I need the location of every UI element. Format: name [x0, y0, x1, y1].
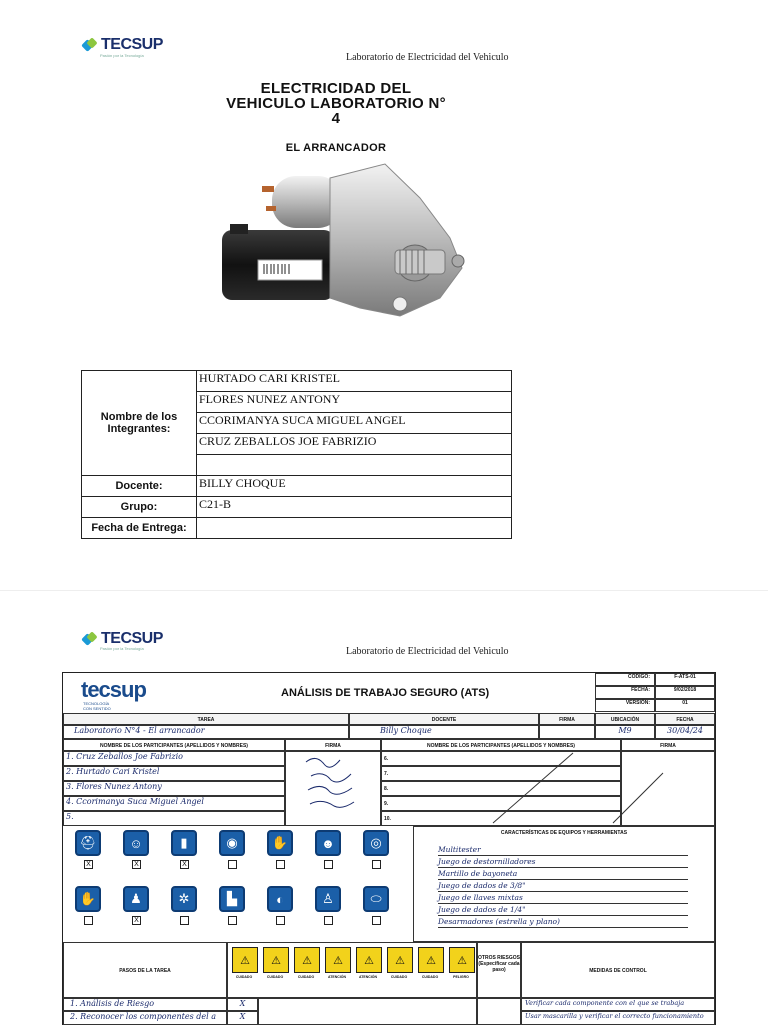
signatures-cell: [285, 751, 381, 826]
control-header: MEDIDAS DE CONTROL: [521, 942, 715, 998]
gloves-icon: ✋: [75, 886, 101, 912]
steps-header: PASOS DE LA TAREA: [63, 942, 227, 998]
warn-label: ATENCIÓN: [358, 975, 378, 979]
meta-value: 9/02/2018: [655, 686, 715, 699]
logo-brand: TECSUP: [101, 630, 163, 647]
firma-header-left: FIRMA: [285, 739, 381, 751]
ppe-checkbox[interactable]: X: [132, 916, 141, 925]
others-header: OTROS RIESGOS (Especificar cada paso): [477, 942, 521, 998]
warn-label: ATENCIÓN: [327, 975, 347, 979]
member-name: CRUZ ZEBALLOS JOE FABRIZIO: [197, 434, 512, 455]
step-mark: X: [227, 998, 258, 1011]
header-fecha: FECHA: [655, 713, 715, 725]
title-line: VEHICULO LABORATORIO N°: [226, 95, 446, 112]
fecha-value: 30/04/24: [655, 725, 715, 739]
meta-label: VERSIÓN:: [595, 699, 655, 712]
ear-plug-icon: ⬭: [363, 886, 389, 912]
boots-icon: ▮: [171, 830, 197, 856]
others-cell: [477, 998, 521, 1025]
hazard-signs-row: [227, 942, 477, 998]
participant-left: 3. Flores Nunez Antony: [63, 781, 285, 796]
warning-sign-icon: ⚠: [294, 947, 320, 973]
helmet-icon: ⛑: [75, 830, 101, 856]
meta-value: F-ATS-01: [655, 673, 715, 686]
header-tarea: TAREA: [63, 713, 349, 725]
title-line: ELECTRICIDAD DEL: [260, 80, 412, 97]
participant-left: 1. Cruz Zeballos Joe Fabrizio: [63, 751, 285, 766]
equipment-item: Desarmadores (estrella y plano): [438, 916, 688, 928]
step-mark: X: [227, 1011, 258, 1025]
participant-right: 6.: [381, 751, 621, 766]
strike-lines: [483, 743, 683, 833]
tecsup-logo-icon: [83, 38, 97, 52]
ppe-panel: [63, 826, 413, 942]
ppe-checkbox[interactable]: [372, 860, 381, 869]
ppe-checkbox[interactable]: [324, 916, 333, 925]
starter-motor-image: [210, 158, 470, 323]
ats-brand: tecsup: [81, 677, 146, 702]
grupo-value: C21-B: [197, 497, 512, 518]
member-name: CCORIMANYA SUCA MIGUEL ANGEL: [197, 413, 512, 434]
docente-value: Billy Choque: [349, 725, 539, 739]
ppe-checkbox[interactable]: X: [84, 860, 93, 869]
meta-value: 01: [655, 699, 715, 712]
ppe-checkbox[interactable]: [84, 916, 93, 925]
logo-tagline: Pasión por la Tecnología: [100, 646, 144, 651]
participant-right: 8.: [381, 781, 621, 796]
handwritten-signatures: [286, 752, 380, 825]
meta-label: CÓDIGO:: [595, 673, 655, 686]
ubicacion-value: M9: [595, 725, 655, 739]
header-right: Laboratorio de Electricidad del Vehiculo: [346, 52, 509, 63]
title-line: 4: [331, 110, 341, 127]
equipment-item: Martillo de bayoneta: [438, 868, 688, 880]
ppe-checkbox[interactable]: [372, 916, 381, 925]
participant-left: 5.: [63, 811, 285, 826]
ats-brand-sub: TECNOLOGÍA: [83, 701, 110, 706]
step-row: 1. Análisis de Riesgo: [63, 998, 227, 1011]
warn-label: CUIDADO: [297, 975, 315, 979]
warning-sign-icon: ⚠: [387, 947, 413, 973]
ats-form: [62, 672, 716, 1025]
participant-right: 10.: [381, 811, 621, 826]
warn-label: CUIDADO: [421, 975, 439, 979]
warning-sign-icon: ⚠: [356, 947, 382, 973]
tecsup-logo: [83, 36, 163, 54]
grupo-label: Grupo:: [82, 497, 197, 518]
ats-brand-sub: CON SENTIDO: [83, 706, 111, 711]
warning-sign-icon: ⚠: [232, 947, 258, 973]
member-name: FLORES NUNEZ ANTONY: [197, 392, 512, 413]
drive-housing-shape: [330, 164, 462, 316]
warning-sign-icon: ⚠: [418, 947, 444, 973]
warn-label: PELIGRO: [453, 975, 469, 979]
ppe-checkbox[interactable]: [180, 916, 189, 925]
participant-right: 9.: [381, 796, 621, 811]
warning-sign-icon: ⚠: [325, 947, 351, 973]
tecsup-logo-icon: [83, 632, 97, 646]
ppe-checkbox[interactable]: [228, 860, 237, 869]
members-label: Nombre de los Integrantes:: [82, 371, 197, 476]
members-table: [81, 370, 512, 539]
firma-header-right: FIRMA: [621, 739, 715, 751]
ppe-checkbox[interactable]: [276, 860, 285, 869]
member-name: HURTADO CARI KRISTEL: [197, 371, 512, 392]
ats-title: ANÁLISIS DE TRABAJO SEGURO (ATS): [281, 687, 490, 699]
equipment-list: [438, 844, 714, 928]
equipment-item: Juego de destornilladores: [438, 856, 688, 868]
respirator-icon: ☻: [315, 830, 341, 856]
equipment-panel: [413, 826, 715, 942]
logo-brand: TECSUP: [101, 36, 163, 53]
gloves-icon: ✋: [267, 830, 293, 856]
header-firma: FIRMA: [539, 713, 595, 725]
member-name: [197, 455, 512, 476]
warning-sign-icon: ⚠: [449, 947, 475, 973]
face-shield-icon: ☺: [123, 830, 149, 856]
header-docente: DOCENTE: [349, 713, 539, 725]
docente-label: Docente:: [82, 476, 197, 497]
control-row: Usar mascarilla y verificar el correcto funcionamiento: [521, 1011, 715, 1025]
boot-icon: ▙: [219, 886, 245, 912]
tarea-value: Laboratorio N°4 - El arrancador: [63, 725, 349, 739]
participants-header-left: NOMBRE DE LOS PARTICIPANTES (APELLIDOS Y NOMBRES): [63, 739, 285, 751]
warn-label: CUIDADO: [390, 975, 408, 979]
ppe-checkbox[interactable]: [276, 916, 285, 925]
page-subtitle: EL ARRANCADOR: [285, 142, 387, 154]
ppe-checkbox[interactable]: X: [132, 860, 141, 869]
warn-label: CUIDADO: [266, 975, 284, 979]
participant-right: 7.: [381, 766, 621, 781]
risk-cells: [258, 998, 477, 1025]
logo-tagline: Pasión por la Tecnología: [100, 53, 144, 58]
ppe-checkbox[interactable]: X: [180, 860, 189, 869]
header-right: Laboratorio de Electricidad del Vehiculo: [346, 646, 509, 657]
firma-cell: [539, 725, 595, 739]
fecha-label: Fecha de Entrega:: [82, 518, 197, 539]
equipment-item: Juego de llaves mixtas: [438, 892, 688, 904]
shoe-icon: ✲: [171, 886, 197, 912]
participants-header-right: NOMBRE DE LOS PARTICIPANTES (APELLIDOS Y NOMBRES): [381, 739, 621, 751]
warning-sign-icon: ⚠: [263, 947, 289, 973]
ats-meta: [595, 673, 715, 713]
page-title: [186, 81, 486, 126]
participant-left: 2. Hurtado Cari Kristel: [63, 766, 285, 781]
ppe-checkbox[interactable]: [324, 860, 333, 869]
page-divider: [0, 590, 768, 591]
fecha-value: [197, 518, 512, 539]
apron-icon: ♙: [315, 886, 341, 912]
equipment-item: Multitester: [438, 844, 688, 856]
ear-protection-icon: ◉: [219, 830, 245, 856]
harness-icon: ♟: [123, 886, 149, 912]
step-row: 2. Reconocer los componentes del a: [63, 1011, 227, 1025]
control-row: Verificar cada componente con el que se trabaja: [521, 998, 715, 1011]
participant-left: 4. Ccorimanya Suca Miguel Angel: [63, 796, 285, 811]
docente-value: BILLY CHOQUE: [197, 476, 512, 497]
equipment-item: Juego de dados de 3/8": [438, 880, 688, 892]
warn-label: CUIDADO: [235, 975, 253, 979]
meta-label: FECHA:: [595, 686, 655, 699]
header-ubicacion: UBICACIÓN: [595, 713, 655, 725]
welding-mask-icon: ◐: [267, 886, 293, 912]
equipment-item: Juego de dados de 1/4": [438, 904, 688, 916]
equipment-header: CARACTERÍSTICAS DE EQUIPOS Y HERRAMIENTAS: [500, 830, 628, 836]
goggles-icon: ◎: [363, 830, 389, 856]
ppe-checkbox[interactable]: [228, 916, 237, 925]
